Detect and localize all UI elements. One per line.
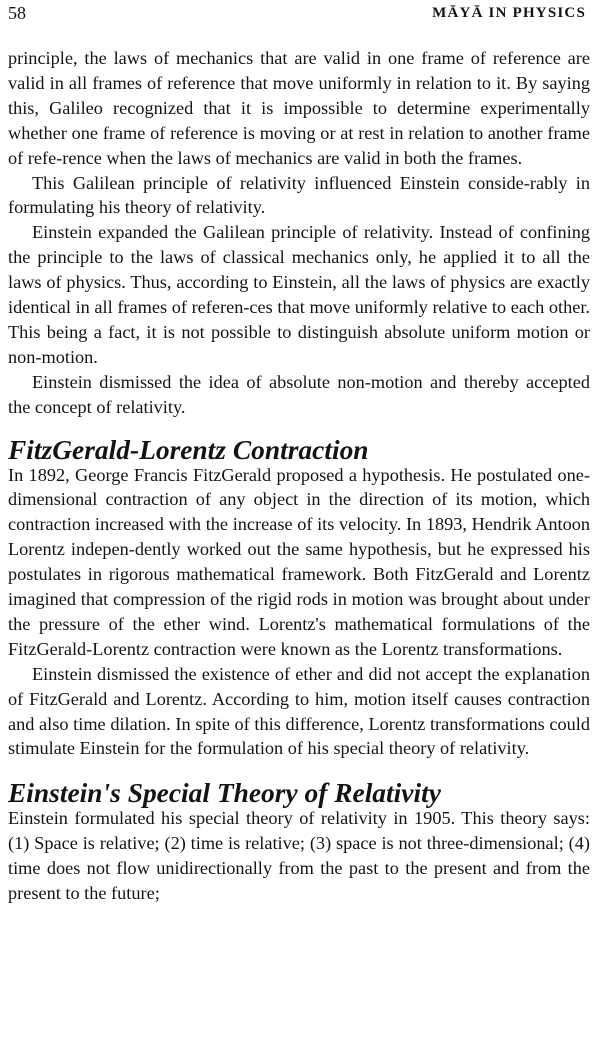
paragraph-special-relativity: Einstein formulated his special theory of relativity in 1905. This theory says: (1) Space is relative; (2) time is relative; (3) space is not three-dimensional; (4) time does not flow unidirectionally from the past to the present and from the present to the future; [8,808,590,903]
paragraph-einstein-expansion: Einstein expanded the Galilean principle of relativity. Instead of confining the principle to the laws of classical mechanics only, he applied it to all the laws of physics. Thus, according to Einstein, all the laws of physics are exactly identical in all frames of referen-ces that move uniformly relative to each other. This being a fact, it is not possible to distinguish absolute uniform motion or non-motion. [8,222,590,367]
paragraph-fitzgerald-hypothesis: In 1892, George Francis FitzGerald proposed a hypothesis. He postulated one-dimensional contraction of any object in the direction of its motion, which contraction increased with the increase of its velocity. In 1893, Hendrik Antoon Lorentz indepen-dently worked out the same hypothesis, but he expressed his postulates in rigorous mathematical framework. Both FitzGerald and Lorentz imagined that compression of the rigid rods in motion was brought about under the pressure of the ether wind. Lorentz's mathematical formulations of the FitzGerald-Lorentz contraction were known as the Lorentz transformations. [8,464,590,659]
running-title: MĀYĀ IN PHYSICS [432,5,586,21]
body-text [8,46,590,906]
paragraph-galileo-principle: principle, the laws of mechanics that are valid in one frame of reference are valid in all frames of reference that move uniformly in relation to it. By saying this, Galileo recognized that it is impossible to determine experimentally whether one frame of reference is moving or at rest in relation to another frame of refe-rence when the laws of mechanics are valid in both the frames. [8,48,590,168]
page-number: 58 [8,3,26,23]
section-heading-fitzgerald-lorentz: FitzGerald-Lorentz Contraction [8,434,369,465]
section-heading-special-relativity: Einstein's Special Theory of Relativity [8,778,441,809]
paragraph-einstein-relativity-concept: Einstein dismissed the idea of absolute non-motion and thereby accepted the concept of relativity. [8,371,590,417]
paragraph-ether-dismissal: Einstein dismissed the existence of ether and did not accept the explanation of FitzGerald and Lorentz. According to him, motion itself causes contraction and also time dilation. In spite of this difference, Lorentz transformations could stimulate Einstein for the formulation of his special theory of relativity. [8,663,590,759]
running-header [8,1,586,25]
paragraph-galilean-influence: This Galilean principle of relativity influenced Einstein conside-rably in formulating his theory of relativity. [8,172,590,218]
